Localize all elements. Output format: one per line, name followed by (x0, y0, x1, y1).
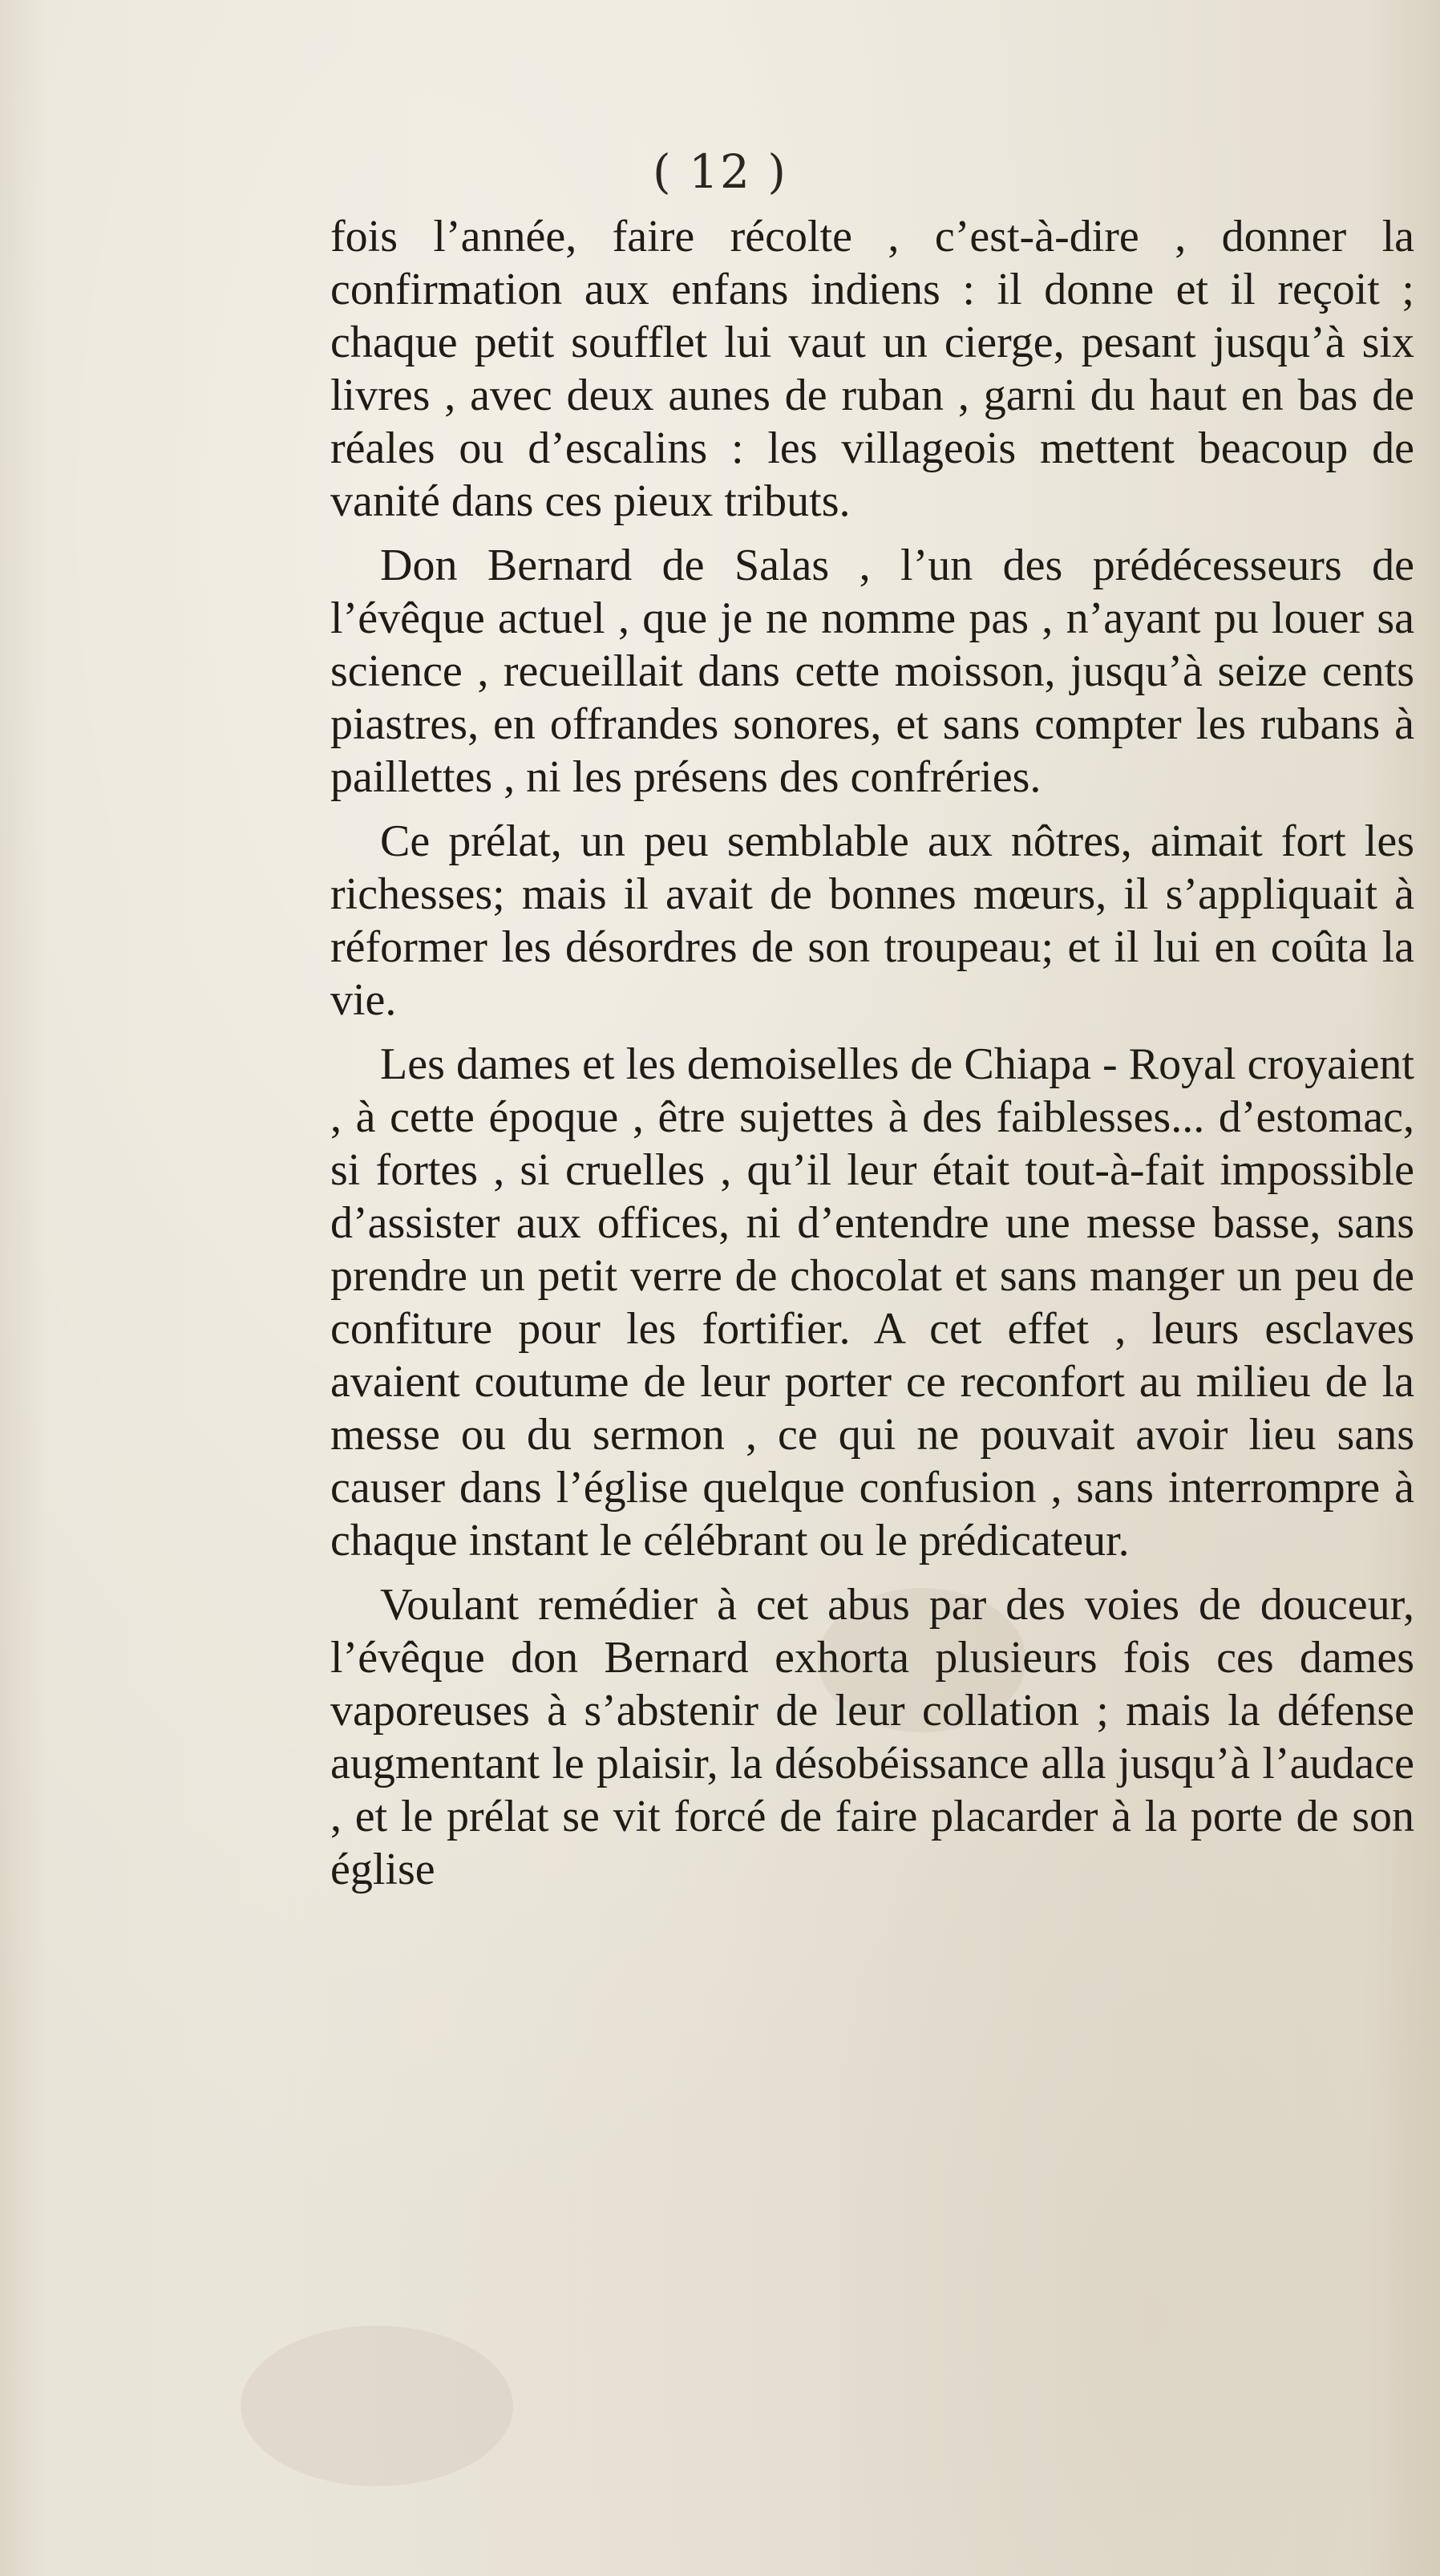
paragraph: Voulant remédier à cet abus par des voies de douceur, l’évêque don Bernard exhorta plusieurs fois ces dames vaporeuses à s’abstenir de leur collation ; mais la défense augmentant le plaisir, la désobéissance alla jusqu’à l’audace , et le prélat se vit forcé de faire placarder à la porte de son église (330, 1580, 1414, 1894)
page-number: ( 12 ) (653, 144, 787, 199)
paragraph: Les dames et les demoiselles de Chiapa - Royal croyaient , à cette époque , être sujettes à des faiblesses... d’estomac, si fortes , si cruelles , qu’il leur était tout-à-fait impossible d’assister aux offices, ni d’entendre une messe basse, sans prendre un petit verre de chocolat et sans manger un peu de confiture pour les fortifier. A cet effet , leurs esclaves avaient coutume de leur porter ce reconfort au milieu de la messe ou du sermon , ce qui ne pouvait avoir lieu sans causer dans l’église quelque confusion , sans interrompre à chaque instant le célébrant ou le prédicateur. (330, 1039, 1414, 1565)
paragraph: Don Bernard de Salas , l’un des prédécesseurs de l’évêque actuel , que je ne nomme pas , n’ayant pu louer sa science , recueillait dans cette moisson, jusqu’à seize cents piastres, en offrandes sonores, et sans compter les rubans à paillettes , ni les présens des confréries. (330, 541, 1414, 802)
paragraph: Ce prélat, un peu semblable aux nôtres, aimait fort les richesses; mais il avait de bonnes mœurs, il s’appliquait à réformer les désordres de son troupeau; et il lui en coûta la vie. (330, 816, 1414, 1025)
paper-stain (241, 2326, 513, 2486)
body-text (330, 210, 1414, 1907)
paragraph-continuation: fois l’année, faire récolte , c’est-à-dire , donner la confirmation aux enfans indiens : il donne et il reçoit ; chaque petit soufflet lui vaut un cierge, pesant jusqu’à six livres , avec deux aunes de ruban , garni du haut en bas de réales ou d’escalins : les villageois mettent beacoup de vanité dans ces pieux tributs. (330, 212, 1414, 526)
